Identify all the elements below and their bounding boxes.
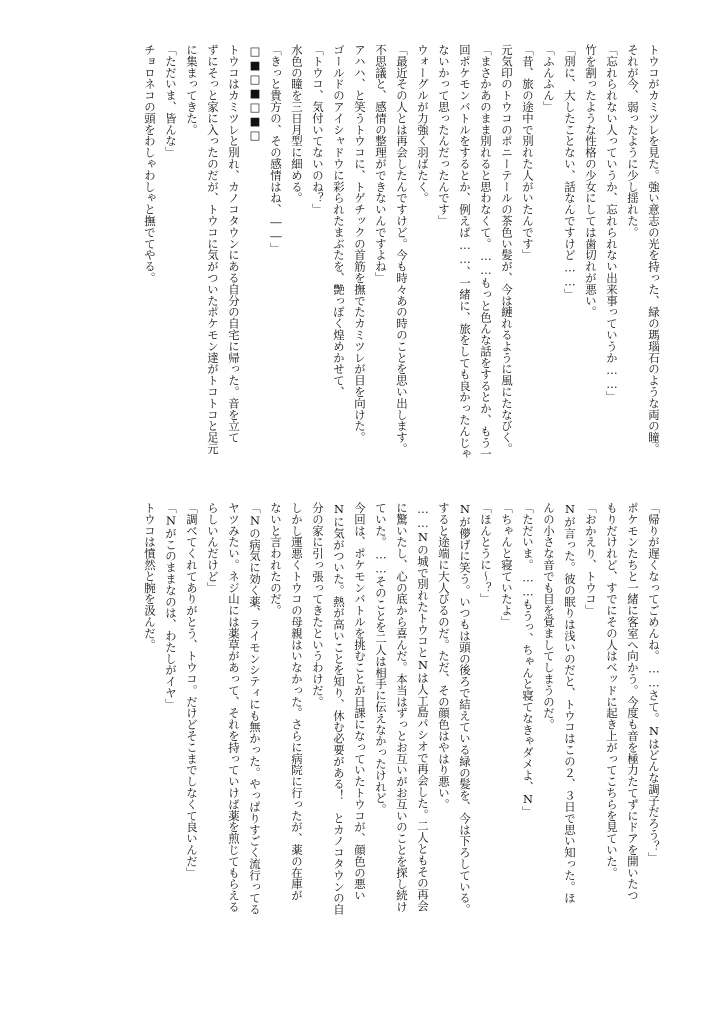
text-line: 「ちゃんと寝ていたよ」 — [500, 502, 514, 628]
text-line: ずにそっと家に入ったのだが、トウコに気がついたポケモン達がトコトコと足元 — [206, 44, 220, 455]
text-line: ウォーグルが力強く羽ばたく。 — [416, 44, 430, 204]
text-line: トウコがカミツレを見た。強い意志の光を持った、緑の瑪瑙石のような両の瞳。 — [647, 44, 661, 455]
text-line: Nに気がついた。熱が高いことを知り、休む必要がある！ とカノコタウンの自 — [332, 502, 346, 915]
text-line: 回ポケモンバトルをするとか、例えば……、一緒に、旅をしても良かったんじゃ — [458, 44, 472, 460]
text-line: 「きっと貴方の、その感情はね、――」 — [269, 44, 283, 255]
text-line: 「ふんふん」 — [542, 44, 556, 113]
text-line: 「忘れられない人っていうか、忘れられない出来事っていうか……」 — [605, 44, 619, 403]
text-line: 水色の瞳を三日月型に細める。 — [290, 44, 304, 204]
text-column-bottom — [64, 502, 664, 942]
text-line: ゴールドのアイシャドウに彩られたまぶたを、艶っぽく煌めかせて、 — [332, 44, 346, 398]
text-line: Nが儚げに笑う。いつもは頭の後ろで結えている緑の髪を、今は下ろしている。 — [458, 502, 472, 915]
text-line: ヤツみたい。ネジ山には薬草があって、それを持っていけば薬を煎じてもらえる — [227, 502, 241, 913]
text-line: トウコはカミツレと別れ、カノコタウンにある自分の自宅に帰った。音を立て — [227, 44, 241, 443]
text-line: 「トウコ、気付いてないのね？」 — [311, 44, 325, 215]
text-line: Nが言った。彼の眠りは浅いのだと、トウコはこの２、３日で思い知った。ほ — [563, 502, 577, 904]
text-line: 「昔、旅の途中で別れた人がいたんです」 — [521, 44, 535, 261]
text-line: 不思議と、感情の整理ができないんですよね」 — [374, 44, 388, 284]
text-line: 「ほんとうに～？」 — [479, 502, 493, 605]
text-line: 「Nの病気に効く薬、ライモンシティにも無かった。やっぱりすごく流行ってる — [248, 502, 262, 915]
text-line: ていた。……そのことを二人は相手に伝えなかったけれど。 — [374, 502, 388, 815]
text-line: に集まってきた。 — [185, 44, 199, 136]
text-column-top — [64, 44, 664, 484]
text-line: もりだけれど、すでにその人はベッドに起き上がってこちらを見ていた。 — [605, 502, 619, 879]
text-line: ないと言われたのだ。 — [269, 502, 283, 616]
text-line: 「Nがこのままなのは、わたしがイヤ」 — [164, 502, 178, 710]
text-line: それが今、弱ったように少し揺れた。 — [626, 44, 640, 238]
text-line: 「まさかあのまま別れると思わなくて。……もっと色んな話をするとか、もう一 — [479, 44, 493, 460]
text-line: 「別に、大したことない、話なんですけど……」 — [563, 44, 577, 300]
text-line: 「調べてくれてありがとう、トウコ。だけどそこまでしなくて良いんだ」 — [185, 502, 199, 879]
text-line: トウコは憤然と腕を汲んだ。 — [143, 502, 157, 651]
text-line: ……Nの城で別れたトウコとNは人工島パシオで再会した。二人ともその再会 — [416, 502, 430, 912]
text-line: 竹を割ったような性格の少女にしては歯切れが悪い。 — [584, 44, 598, 318]
text-line: 今回は、ポケモンバトルを挑むことが日課になっていたトウコが、顔色の悪い — [353, 502, 367, 901]
text-line: んの小さな音でも目を覚ましてしまうのだ。 — [542, 502, 556, 730]
text-line: 「ただいま、皆んな」 — [164, 44, 178, 158]
scene-break: □■□■□■□ — [248, 44, 262, 142]
text-line: 「ただいま。……もうっ、ちゃんと寝てなきゃダメよ、N」 — [521, 502, 535, 818]
text-line: らしいんだけど」 — [206, 502, 220, 594]
text-line: 分の家に引っ張ってきたというわけだ。 — [311, 502, 325, 708]
text-line: 「最近その人とは再会したんですけど。今も時々あの時のことを思い出します。 — [395, 44, 409, 455]
text-line: チョロネコの頭をわしゃわしゃと撫でてやる。 — [143, 44, 157, 284]
text-line: 元気印のトウコのポニーテールの茶色い髪が、今は縺れるように風にたなびく。 — [500, 44, 514, 455]
text-line: ポケモンたちと一緒に客室へ向かう。今度も音を極力たてずにドアを開いたつ — [626, 502, 640, 901]
text-line: 「おかえり、トウコ」 — [584, 502, 598, 616]
text-line: に驚いたし、心の底から喜んだ。本当はずっとお互いがお互いのことを探し続け — [395, 502, 409, 913]
text-line: アハハ、と笑うトウコに、トゲチックの首筋を撫でたカミツレが目を向けた。 — [353, 44, 367, 443]
text-line: 「帰りが遅くなってごめんね。……さて。Nはどんな調子だろう？」 — [647, 502, 661, 864]
text-line: ないかって思ったんだったんです」 — [437, 44, 451, 227]
text-line: すると途端に大人びるのだ。ただ、その顔色はやはり悪い。 — [437, 502, 451, 810]
text-line: しかし運悪くトウコの母親はいなかった。さらに病院に行ったが、薬の在庫が — [290, 502, 304, 901]
